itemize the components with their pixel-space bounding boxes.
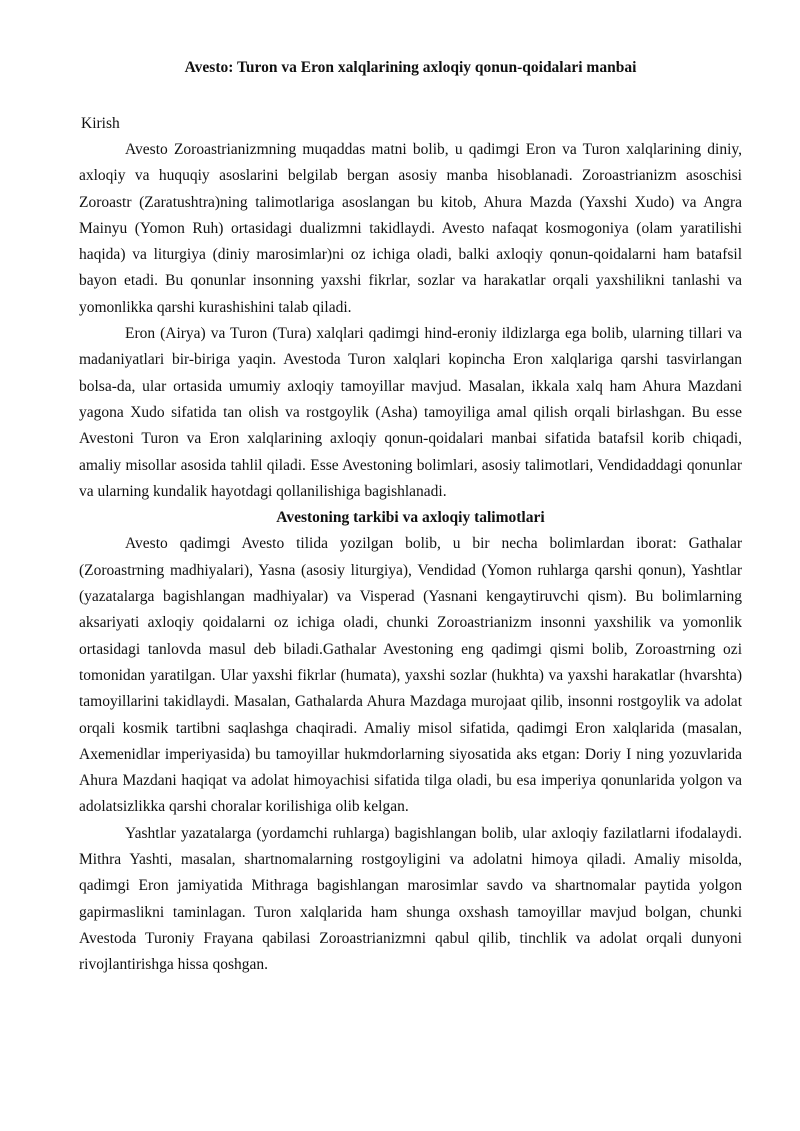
intro-heading: Kirish [81, 115, 120, 132]
intro-paragraph: Avesto Zoroastrianizmning muqaddas matni bolib, u qadimgi Eron va Turon xalqlarining diniy, axloqiy va huquqiy asoslarini belgilab bergan asosiy manba hisoblanadi. Zoroastrianizm asoschisi Zoroastr (Zaratushtra)ning talimotlariga asoslangan bu kitob, Ahura Mazda (Yaxshi Xudo) va Angra Mainyu (Yomon Ruh) ortasidagi dualizmni takidlaydi. Avesto nafaqat kosmogoniya (olam yaratilishi haqida) va liturgiya (diniy marosimlar)ni oz ichiga oladi, balki axloqiy qonun-qoidalarni ham batafsil bayon etadi. Bu qonunlar insonning yaxshi fikrlar, sozlar va harakatlar orqali yaxshilikni tanlashi va yomonlikka qarshi kurashishini talab qiladi. [79, 141, 742, 316]
section-heading: Avestoning tarkibi va axloqiy talimotlari [276, 509, 545, 527]
section-paragraph: Avesto qadimgi Avesto tilida yozilgan bolib, u bir necha bolimlardan iborat: Gathalar (Zoroastrning madhiyalari), Yasna (asosiy liturgiya), Vendidad (Yomon ruhlarga qarshi qonun), Yashtlar (yazatalarga bagishlangan madhiyalar) va Visperad (Yasnani kengaytiruvchi qism). Bu bolimlarning aksariyati axloqiy qoidalarni oz ichiga oladi, chunki Zoroastrianizm insonni yaxshilik va yomonlik ortasidagi tanlovda masul deb biladi.Gathalar Avestoning eng qadimgi qismi bolib, Zoroastrning ozi tomonidan yaratilgan. Ular yaxshi fikrlar (humata), yaxshi sozlar (hukhta) va yaxshi harakatlar (hvarshta) tamoyillarini takidlaydi. Masalan, Gathalarda Ahura Mazdaga murojaat qilib, insonni rostgoylik va adolat orqali kosmik tartibni saqlashga chaqiradi. Amaliy misol sifatida, qadimgi Eron xalqlarida (masalan, Axemenidlar imperiyasida) bu tamoyillar hukmdorlarning siyosatida aks etgan: Doriy I ning yozuvlarida Ahura Mazdani haqiqat va adolat himoyachisi sifatida tilga oladi, bu esa imperiya qonunlarida yolgon va adolatsizlikka qarshi choralar korilishiga olib kelgan. [79, 535, 742, 816]
intro-paragraph: Eron (Airya) va Turon (Tura) xalqlari qadimgi hind-eroniy ildizlarga ega bolib, ularning tillari va madaniyatlari bir-biriga yaqin. Avestoda Turon xalqlari kopincha Eron xalqlariga qarshi tasvirlangan bolsa-da, ular ortasida umumiy axloqiy tamoyillar mavjud. Masalan, ikkala xalq ham Ahura Mazdani yagona Xudo sifatida tan olish va rostgoylik (Asha) tamoyiliga amal qilish orqali birlashgan. Bu esse Avestoni Turon va Eron xalqlarining axloqiy qonun-qoidalari manbai sifatida batafsil korib chiqadi, amaliy misollar asosida tahlil qiladi. Esse Avestoning bolimlari, asosiy talimotlari, Vendidaddagi qonunlar va ularning kundalik hayotdagi qollanilishiga bagishlanadi. [79, 325, 742, 500]
document-body [79, 111, 742, 979]
section-paragraph: Yashtlar yazatalarga (yordamchi ruhlarga) bagishlangan bolib, ular axloqiy fazilatlarni ifodalaydi. Mithra Yashti, masalan, shartnomalarning rostgoyligini va adolatni himoya qiladi. Amaliy misolda, qadimgi Eron jamiyatida Mithraga bagishlangan marosimlar savdo va shartnomalar paytida yolgon gapirmaslikni taminlagan. Turon xalqlarida ham shunga oxshash tamoyillar mavjud bolgan, chunki Avestoda Turoniy Frayana qabilasi Zoroastrianizmni qabul qilib, tinchlik va adolat orqali dunyoni rivojlantirishga hissa qoshgan. [79, 824, 742, 974]
document-title: Avesto: Turon va Eron xalqlarining axloqiy qonun-qoidalari manbai [184, 59, 637, 76]
